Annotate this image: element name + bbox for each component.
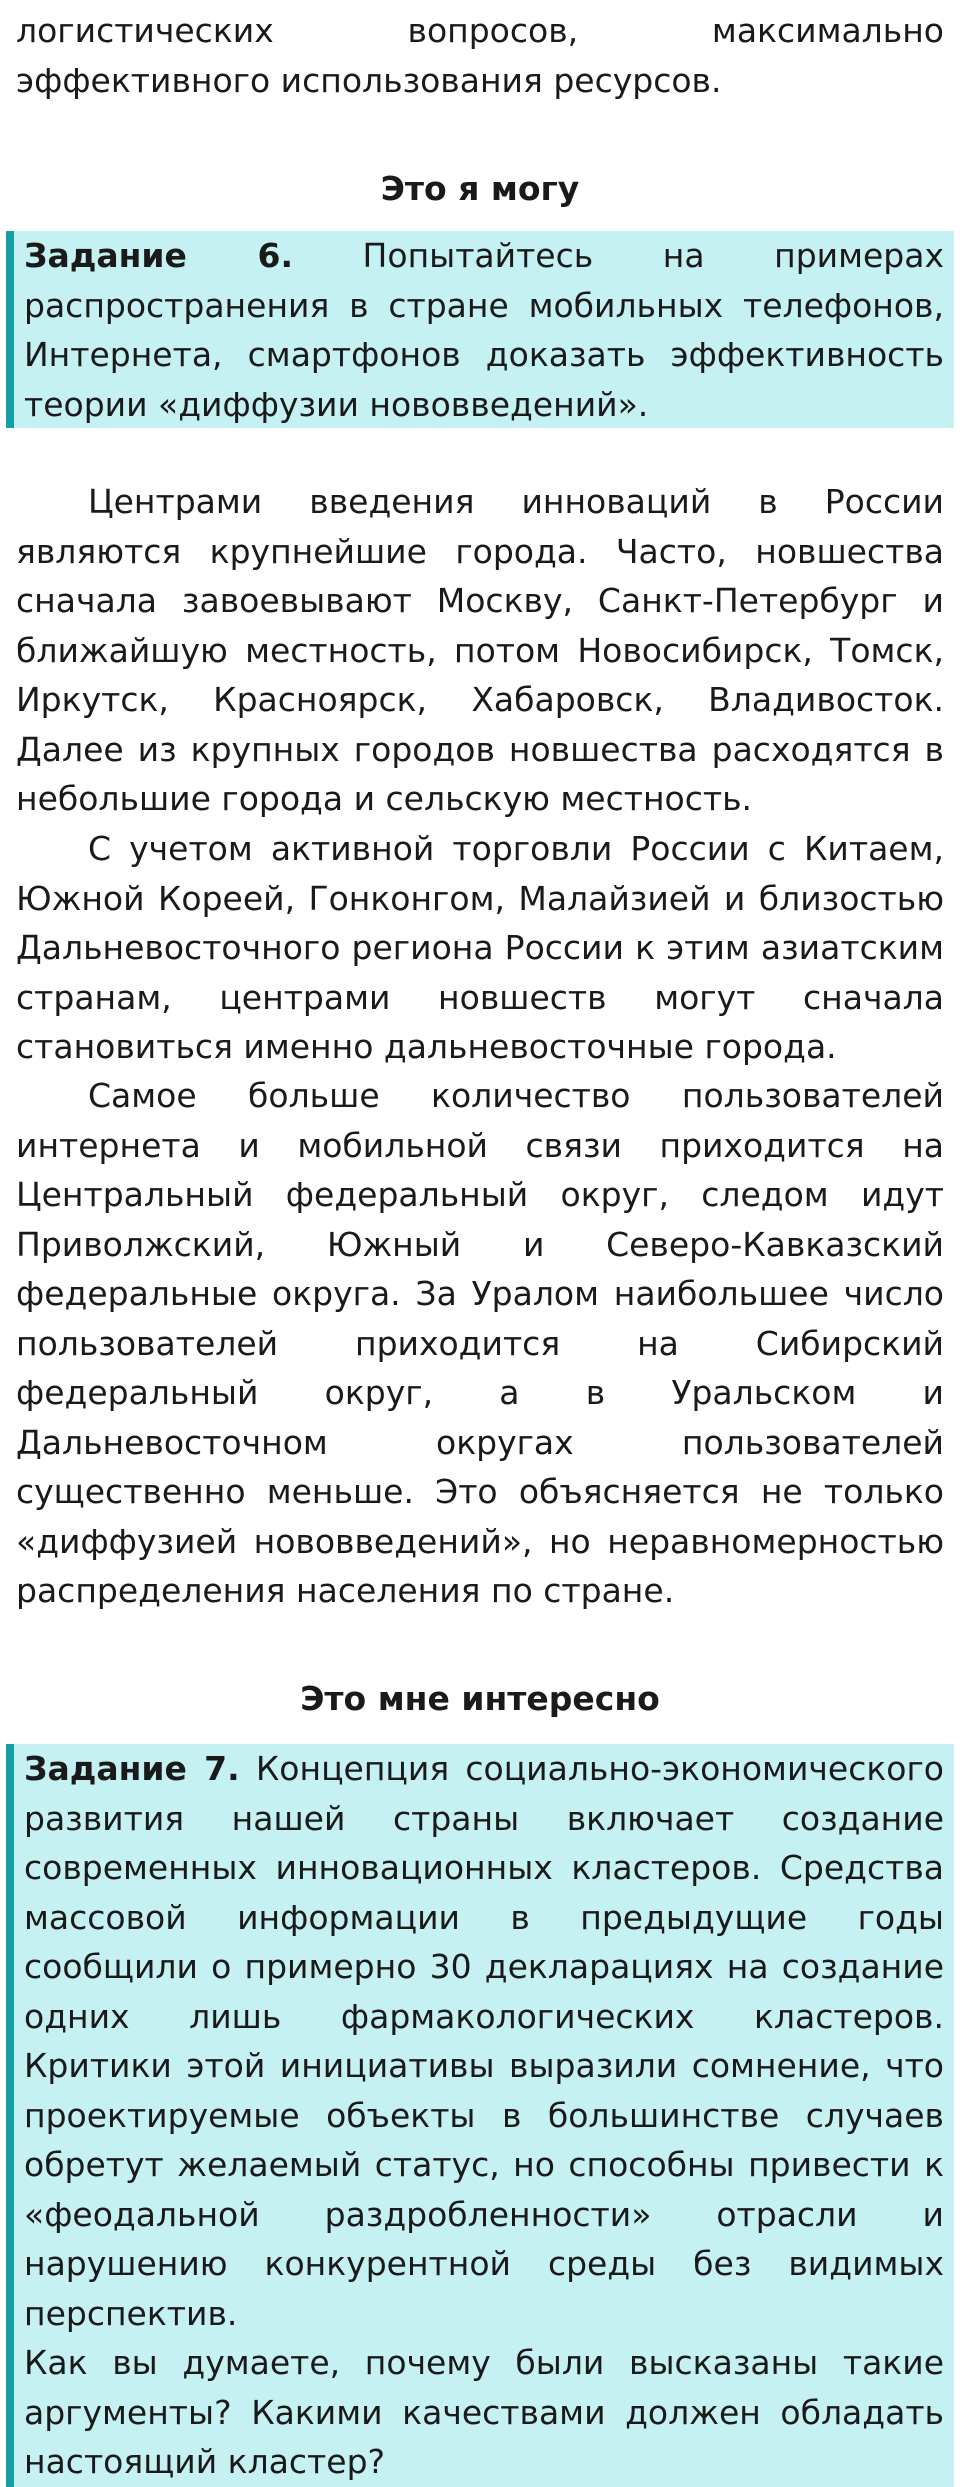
task-6-text xyxy=(24,231,944,429)
answer-paragraph-1: Центрами введения инноваций в России являются крупнейшие города. Часто, новшества сначала завоевывают Москву, Санкт-Петербург и ближайшую местность, потом Новосибирск, Томск, Иркутск, Красноярск, Хабаровск, Владивосток. Далее из крупных городов новшества расходятся в небольшие города и сельскую местность. xyxy=(16,482,944,818)
task-6-box xyxy=(6,231,954,428)
task-6-body: Попытайтесь на примерах распространения в стране мобильных телефонов, Интернета, смартфонов доказать эффективность теории «диффузии нововведений». xyxy=(24,236,944,424)
answer-paragraph-3: Самое больше количество пользователей интернета и мобильной связи приходится на Центральный федеральный округ, следом идут Приволжский, Южный и Северо-Кавказский федеральные округа. За Уралом наибольшее число пользователей приходится на Сибирский федеральный округ, а в Уральском и Дальневосточном округах пользователей существенно меньше. Это объясняется не только «диффузией нововведений», но неравномерностью распределения населения по стране. xyxy=(16,1076,944,1610)
intro-paragraph-tail: логистических вопросов, максимально эффективного использования ресурсов. xyxy=(16,11,944,100)
task-6-label: Задание 6. xyxy=(24,236,293,275)
task-7-body: Концепция социально-экономического развития нашей страны включает создание современных инновационных кластеров. Средства массовой информации в предыдущие годы сообщили о примерно 30 декларациях на создание одних лишь фармакологических кластеров. Критики этой инициативы выразили сомнение, что проектируемые объекты в большинстве случаев обретут желаемый статус, но способны привести к «феодальной раздробленности» отрасли и нарушению конкурентной среды без видимых перспектив. xyxy=(24,1749,944,2333)
section-heading-interesting: Это мне интересно xyxy=(300,1679,660,1718)
task-7-text xyxy=(24,1744,944,2338)
task-7-label: Задание 7. xyxy=(24,1749,240,1788)
task-7-question: Как вы думаете, почему были высказаны такие аргументы? Какими качествами должен обладать настоящий кластер? xyxy=(24,2343,944,2481)
answer-paragraph-2: С учетом активной торговли России с Китаем, Южной Кореей, Гонконгом, Малайзией и близостью Дальневосточного региона России к этим азиатским странам, центрами новшеств могут сначала становиться именно дальневосточные города. xyxy=(16,829,944,1066)
section-heading-can-do: Это я могу xyxy=(380,169,580,208)
task-7-box xyxy=(6,1744,954,2487)
